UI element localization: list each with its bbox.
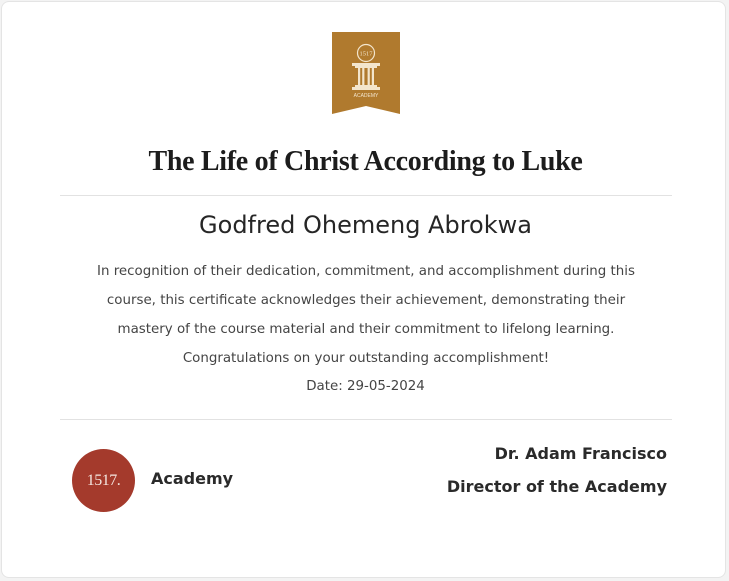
svg-text:ACADEMY: ACADEMY [353,93,379,99]
signatory-name: Dr. Adam Francisco [494,444,667,463]
signatory-role: Director of the Academy [446,477,667,496]
course-title: The Life of Christ According to Luke [148,146,583,177]
svg-text:1517: 1517 [359,50,373,58]
certificate-date: Date: 29-05-2024 [306,379,425,394]
seal-text: 1517. [86,471,121,489]
recognition-line: course, this certificate acknowledges their achievement, demonstrating their [106,293,626,308]
congratulations-line: Congratulations on your outstanding accomplishment! [182,351,550,366]
recognition-line: In recognition of their dedication, commitment, and accomplishment during this [97,264,635,279]
academy-seal-logo [72,449,135,512]
divider [60,195,672,196]
recognition-line: mastery of the course material and their commitment to lifelong learning. [117,322,615,337]
certificate-card [1,1,726,578]
recognition-text [66,257,666,373]
divider [60,419,672,420]
academy-label: Academy [151,469,234,488]
academy-pillar-icon [332,32,400,114]
recipient-name: Godfred Ohemeng Abrokwa [199,211,532,239]
